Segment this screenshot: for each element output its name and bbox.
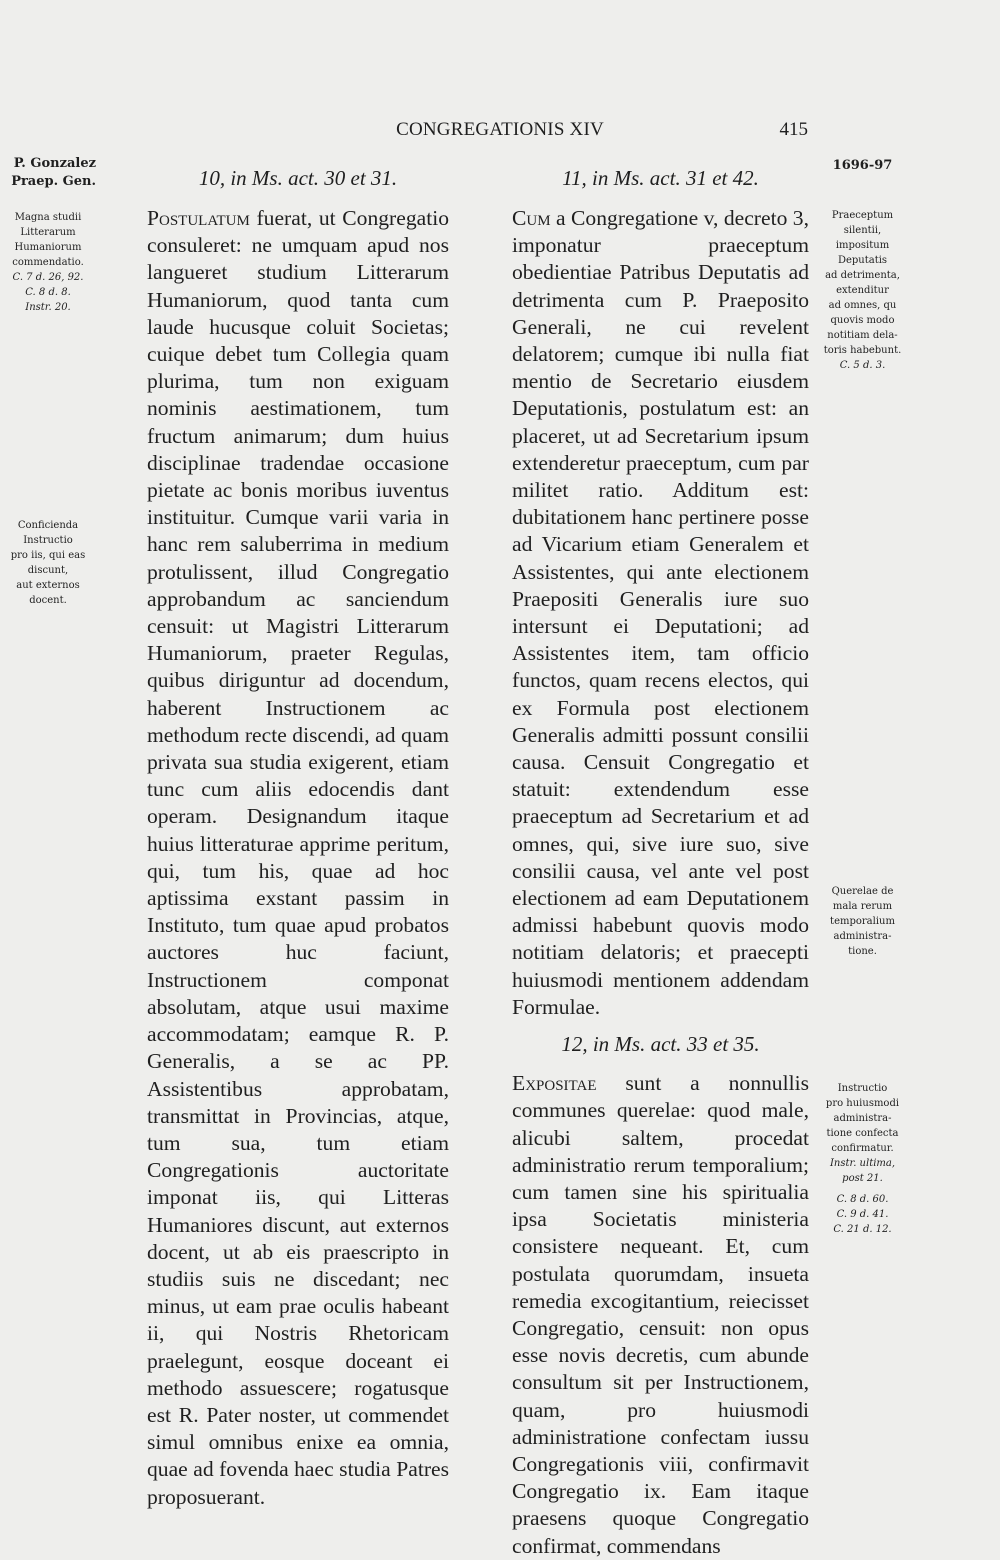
note-line: administra- [833,1113,892,1124]
note-line: toris habebunt. [823,345,902,356]
note-ref: C. 5 d. 3. [839,360,886,371]
paragraph-12 [512,1070,809,1560]
note-line: mala rerum [832,901,893,912]
note-line: pro huiusmodi [825,1098,900,1109]
note-line: tione. [848,946,877,957]
note-line: temporalium [830,916,895,927]
lead-word: Cum [512,206,551,230]
note-ref: Instr. ultima, [829,1158,896,1169]
page-number: 415 [779,119,808,140]
note-line: Humaniorum [14,242,82,253]
right-margin-note-3 [815,1081,910,1237]
note-ref: C. 8 d. 8. [25,287,71,298]
note-line: Litterarum [20,227,76,238]
note-line: Instructio [837,1083,888,1094]
note-ref: C. 9 d. 41. [836,1209,889,1220]
note-line: discunt, [27,565,69,576]
note-line: ad omnes, qu [828,300,897,311]
lead-word: Expositae [512,1071,597,1096]
text-column-left [147,166,449,1511]
left-head-line: P. Gonzalez [13,156,96,171]
note-line: Instructio [23,535,73,546]
note-ref: C. 21 d. 12. [833,1224,892,1235]
section-heading-10: 10, in Ms. act. 30 et 31. [198,166,398,190]
note-line: impositum [835,240,890,251]
note-line: silentii, [843,225,882,236]
paragraph-10 [147,205,449,1511]
note-line: docent. [29,595,67,606]
section-heading-12: 12, in Ms. act. 33 et 35. [561,1032,760,1057]
note-line: commendatio. [12,257,84,268]
running-title: CONGREGATIONIS XIV [396,119,604,140]
right-margin-note-2 [815,884,910,959]
note-line: tione confecta [826,1128,899,1139]
note-line: quovis modo [830,315,895,326]
right-margin-head: 1696-97 [832,158,893,173]
note-line: administra- [833,931,892,942]
paragraph-11 [512,205,809,1021]
note-line: extenditur [836,285,889,296]
paragraph-text: fuerat, ut Congregatio consuleret: ne umquam apud nos langueret studium Litterarum Humaniorum, quod tanta cum laude hucusque coluit Societas; cuique debet tum Collegia quam plurima, tum non exiguam nominis aestimationem, tum fructum animarum; dum huius disciplinae tradendae occasione pietate ac bonis moribus iuventus instituitur. Cumque varii varia in hanc rem saluberrima in medium protulissent, illud Congregatio approbandum ac sanciendum censuit: ut Magistri Litterarum Humaniorum, praeter Regulas, quibus diriguntur ad docendum, haberent Instructionem ac methodum recte discendi, ad quam privata sua studia exigerent, etiam tunc cum aliis edocendis dant operam. Designandum itaque huius litteraturae apprime peritum, qui, tum his, quae ad hoc aptissima exstant passim in Instituto, tum quae apud probatos auctores huc faciunt, Instructionem componat absolutam, atque usui maxime accommodatam; eamque R. P. Generalis, a se ac PP. Assistentibus approbatam, transmittat in Provincias, atque, tum sua, tum etiam Congregationis auctoritate imponat iis, qui Litteras Humaniores discunt, aut externos docent, ut ab eis praescripto in studiis suis ne discedant; nec minus, ut eam prae oculis habeant ii, qui Nostris Rhetoricam praelegunt, eosque doceant ei methodo assuescere; rogatusque est R. Pater noster, ut commendet simul omnibus enixe ea omnia, quae ad fovenda haec studia Patres proposuerant. [147,206,449,1509]
note-line: Querelae de [831,886,894,897]
paragraph-text: a Congregatione v, decreto 3, imponatur praeceptum obedientiae Patribus Deputatis ad detrimenta cum P. Praeposito Generali, ne cui revelent delatorem; cumque ibi nulla fiat mentio de Secretario eiusdem Deputationis, postulatum est: an placeret, ut ad Secretarium ipsum extenderetur praeceptum, cum par militet ratio. Additum est: dubitationem hanc pertinere posse ad Vicarium etiam Generalem et Assistentes, qui ante electionem Praepositi Generalis iure suo intersunt ei Deputationi; ad Assistentes item, tam officio functos, quam recens electos, qui ex Formula post electionem Generalis admitti possunt consilii causa. Censuit Congregatio et statuit: extendendum esse praeceptum ad Secretarium et ad omnes, qui, sive iure suo, sive consilii causa, vel ante vel post electionem ad eam Deputationem admissi habebunt quovis modo notitiam delatoris; et praecepti huiusmodi mentionem addendam Formulae. [512,206,809,1019]
left-margin-note-1 [0,210,96,315]
note-line: Deputatis [837,255,888,266]
note-ref: Instr. 20. [25,302,71,313]
note-ref: C. 8 d. 60. [836,1194,889,1205]
lead-word: Postulatum [147,206,250,230]
text-column-right [512,166,809,1560]
note-ref: C. 7 d. 26, 92. [12,272,84,283]
paragraph-text: sunt a nonnullis communes querelae: quod male, alicubi saltem, procedat administratio rerum temporalium; cum tamen sine his spiritualia ipsa Societatis ministeria consistere nequeant. Et, cum postulata quorumdam, insueta remedia excogitantium, reiecisset Congregatio, censuit: non opus esse novis decretis, cum abunde consultum sit per Instructionem, quam, pro huiusmodi administratione confectam iussu Congregationis viii, confirmavit Congregatio ix. Eam itaque praesens quoque Congregatio confirmat, commendans [512,1071,809,1558]
note-line: ad detrimenta, [825,270,900,281]
left-margin-head [0,155,96,191]
note-line: Conficienda [17,520,79,531]
note-ref: post 21. [842,1173,883,1184]
right-margin-note-1 [815,208,910,373]
note-line: pro iis, qui eas [10,550,86,561]
section-heading-11: 11, in Ms. act. 31 et 42. [562,166,759,190]
note-line: Magna studii [14,212,82,223]
note-line: confirmatur. [831,1143,894,1154]
note-line: notitiam dela- [827,330,898,341]
note-line: Praeceptum [831,210,894,221]
left-margin-note-2 [0,518,96,608]
note-line: aut externos [16,580,80,591]
left-head-line: Praep. Gen. [11,174,96,189]
